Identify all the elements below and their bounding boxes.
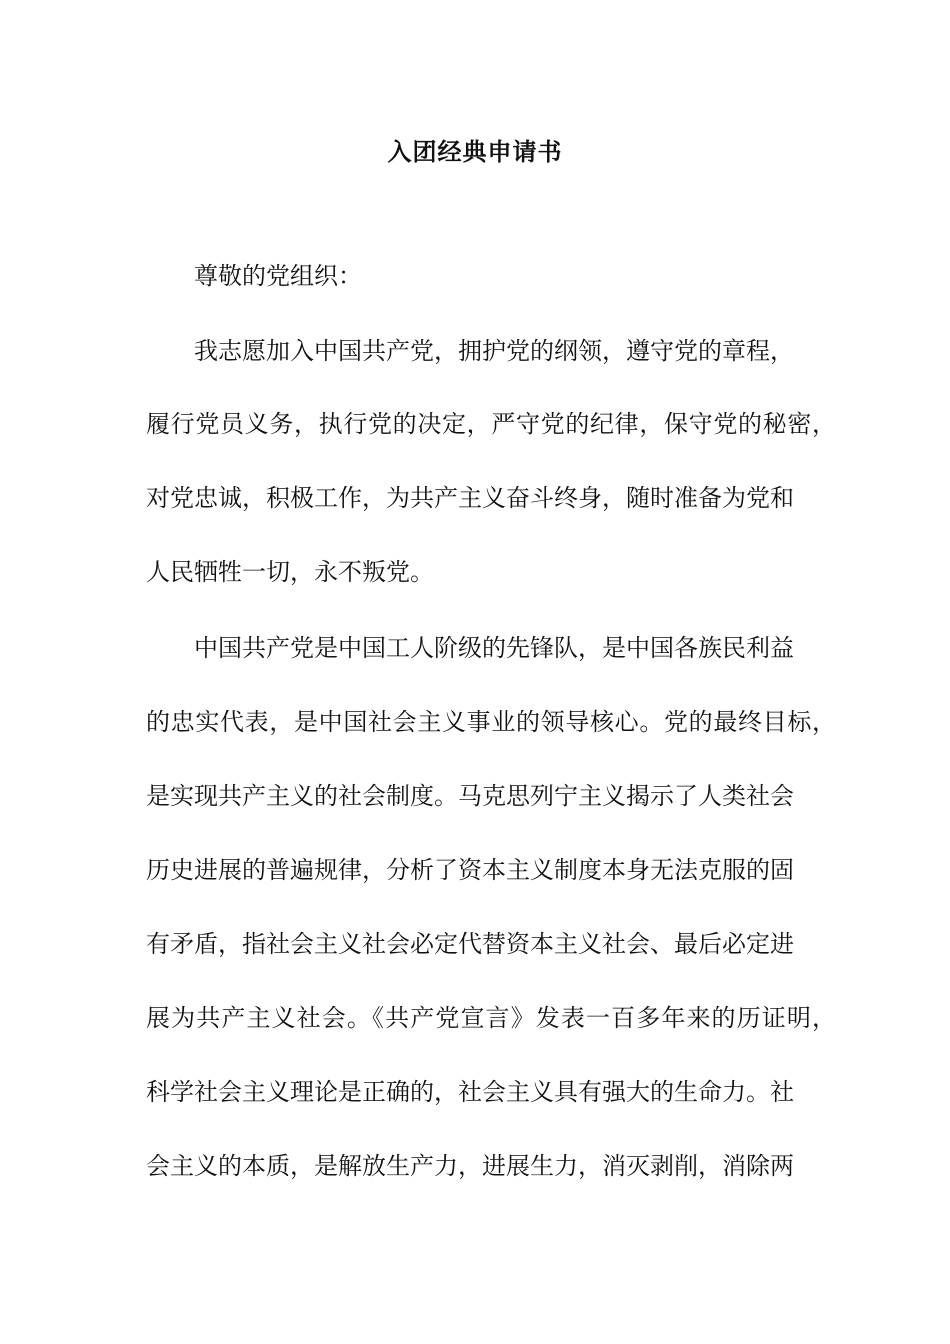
paragraph-1-line-2: 履行党员义务，执行党的决定，严守党的纪律，保守党的秘密，: [146, 410, 836, 438]
paragraph-1-line-1: 我志愿加入中国共产党，拥护党的纲领，遵守党的章程，: [194, 337, 794, 365]
paragraph-2-line-2: 的忠实代表，是中国社会主义事业的领导核心。党的最终目标，: [146, 708, 836, 736]
paragraph-2-line-8: 会主义的本质，是解放生产力，进展生力，消灭剥削，消除两: [146, 1152, 794, 1180]
paragraph-2-line-3: 是实现共产主义的社会制度。马克思列宁主义揭示了人类社会: [146, 782, 794, 810]
paragraph-2-line-1: 中国共产党是中国工人阶级的先锋队，是中国各族民利益: [194, 634, 794, 662]
paragraph-1-line-3: 对党忠诚，积极工作，为共产主义奋斗终身，随时准备为党和: [146, 484, 794, 512]
paragraph-2-line-5: 有矛盾，指社会主义社会必定代替资本主义社会、最后必定进: [146, 930, 794, 958]
paragraph-2-line-6: 展为共产主义社会。《共产党宣言》发表一百多年来的历证明，: [146, 1004, 836, 1032]
paragraph-1-line-4: 人民牺牲一切，永不叛党。: [146, 558, 434, 586]
paragraph-2-line-4: 历史进展的普遍规律，分析了资本主义制度本身无法克服的固: [146, 856, 794, 884]
document-title: 入团经典申请书: [387, 137, 563, 166]
salutation: 尊敬的党组织：: [194, 262, 362, 290]
paragraph-2-line-7: 科学社会主义理论是正确的，社会主义具有强大的生命力。社: [146, 1078, 794, 1106]
